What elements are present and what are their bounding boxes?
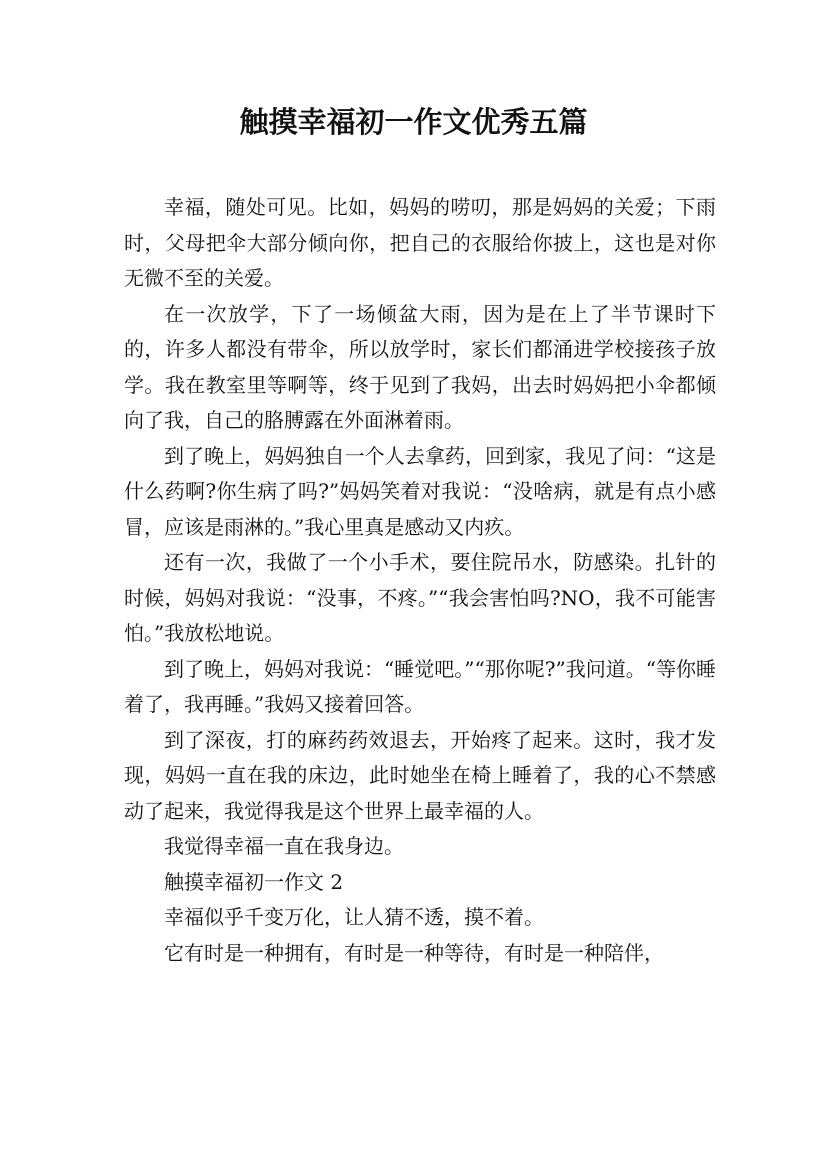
paragraph: 它有时是一种拥有，有时是一种等待，有时是一种陪伴， bbox=[164, 940, 664, 965]
paragraph: 还有一次，我做了一个小手术，要住院吊水，防感染。扎针的时候，妈妈对我说：“没事，不疼。”“我会害怕吗?NO，我不可能害怕。”我放松地说。 bbox=[124, 550, 716, 645]
paragraph: 到了深夜，打的麻药药效退去，开始疼了起来。这时，我才发现，妈妈一直在我的床边，此时她坐在椅上睡着了，我的心不禁感动了起来，我觉得我是这个世界上最幸福的人。 bbox=[124, 727, 716, 823]
paragraph: 在一次放学，下了一场倾盆大雨，因为是在上了半节课时下的，许多人都没有带伞，所以放学时，家长们都涌进学校接孩子放学。我在教室里等啊等，终于见到了我妈，出去时妈妈把小伞都倾向了我，自己的胳膊露在外面淋着雨。 bbox=[124, 301, 716, 432]
section-heading: 触摸幸福初一作文 2 bbox=[164, 869, 344, 894]
paragraph: 到了晚上，妈妈独自一个人去拿药，回到家，我见了问：“这是什么药啊?你生病了吗?”妈妈笑着对我说：“没啥病，就是有点小感冒，应该是雨淋的。”我心里真是感动又内疚。 bbox=[124, 443, 716, 539]
paragraph: 到了晚上，妈妈对我说：“睡觉吧。”“那你呢?”我问道。“等你睡着了，我再睡。”我妈又接着回答。 bbox=[124, 656, 716, 716]
document-body bbox=[124, 190, 716, 971]
paragraph: 我觉得幸福一直在我身边。 bbox=[164, 834, 404, 858]
paragraph: 幸福似乎千变万化，让人猜不透，摸不着。 bbox=[164, 905, 544, 929]
paragraph: 幸福，随处可见。比如，妈妈的唠叨，那是妈妈的关爱；下雨时，父母把伞大部分倾向你，把自己的衣服给你披上，这也是对你无微不至的关爱。 bbox=[124, 195, 716, 290]
page-title: 触摸幸福初一作文优秀五篇 bbox=[239, 105, 588, 139]
